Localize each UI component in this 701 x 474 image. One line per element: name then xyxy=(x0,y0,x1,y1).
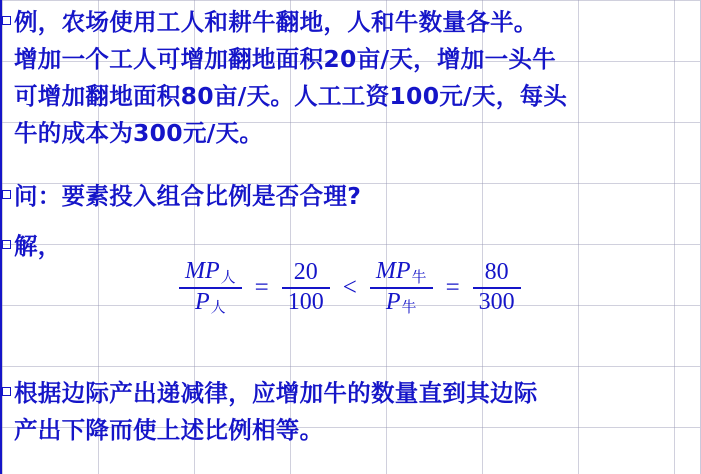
p-symbol-person: P xyxy=(194,288,210,315)
p-subscript-person: 人 xyxy=(210,298,226,317)
fraction-denominator-p-person xyxy=(189,289,232,318)
paragraph-question xyxy=(14,178,693,215)
fraction-mp-person-over-p-person xyxy=(179,258,242,317)
solution-line-1: 解， xyxy=(14,232,62,260)
value-denominator-300: 300 xyxy=(478,288,515,315)
bullet-marker-question xyxy=(2,190,11,199)
p-subscript-ox: 牛 xyxy=(401,298,417,317)
mp-subscript-person: 人 xyxy=(220,267,236,286)
conclusion-line-2: 产出下降而使上述比例相等。 xyxy=(14,416,324,444)
mp-subscript-ox: 牛 xyxy=(411,267,427,286)
mp-symbol-ox: MP xyxy=(375,258,411,284)
value-denominator-100: 100 xyxy=(287,288,324,315)
p-symbol-ox: P xyxy=(385,288,401,315)
question-line-1: 问：要素投入组合比例是否合理? xyxy=(14,182,362,210)
relation-equals-1: = xyxy=(254,273,269,301)
fraction-numerator-mp-ox xyxy=(370,258,433,287)
fraction-80-over-300 xyxy=(473,259,521,315)
relation-equals-2: = xyxy=(445,273,460,301)
paragraph-example-problem xyxy=(14,4,693,152)
relation-less-than: < xyxy=(342,273,357,301)
example-line-1: 例，农场使用工人和耕牛翻地，人和牛数量各半。 xyxy=(14,8,538,36)
fraction-20-over-100 xyxy=(282,259,330,315)
fraction-mp-ox-over-p-ox xyxy=(370,258,433,317)
bullet-marker-example xyxy=(2,16,11,25)
fraction-denominator-p-ox xyxy=(380,289,423,318)
conclusion-line-1: 根据边际产出递减律，应增加牛的数量直到其边际 xyxy=(14,379,538,407)
example-line-4: 牛的成本为300元/天。 xyxy=(14,119,264,147)
bullet-marker-solution xyxy=(2,240,11,249)
fraction-numerator-mp-person xyxy=(179,258,242,287)
mp-symbol-person: MP xyxy=(185,258,220,284)
example-line-3: 可增加翻地面积80亩/天。人工工资100元/天，每头 xyxy=(14,82,568,110)
example-line-2: 增加一个工人可增加翻地面积20亩/天，增加一头牛 xyxy=(14,45,556,73)
bullet-marker-conclusion xyxy=(2,387,11,396)
value-numerator-80: 80 xyxy=(484,259,509,286)
paragraph-conclusion xyxy=(14,375,693,449)
formula-marginal-product-ratio xyxy=(175,258,525,317)
value-numerator-20: 20 xyxy=(293,259,318,286)
